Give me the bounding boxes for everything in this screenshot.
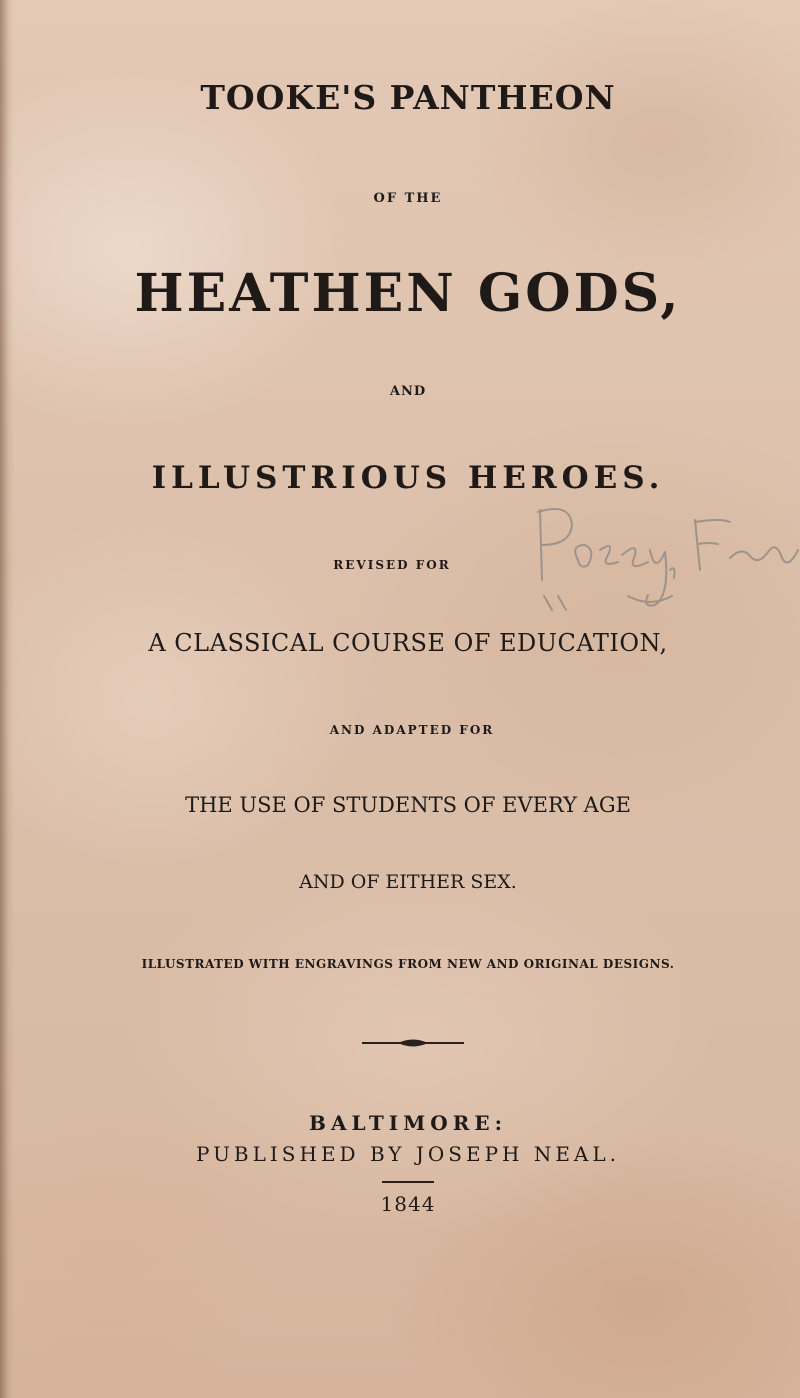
- either-sex-line: AND OF EITHER SEX.: [299, 871, 517, 893]
- use-of-students-line: THE USE OF STUDENTS OF EVERY AGE: [185, 793, 631, 817]
- pencil-signature: [530, 500, 800, 620]
- title-connector-and: AND: [389, 384, 427, 399]
- imprint-publisher: PUBLISHED BY JOSEPH NEAL.: [195, 1142, 621, 1166]
- printers-ornament: [362, 1036, 464, 1050]
- illustrated-line: ILLUSTRATED WITH ENGRAVINGS FROM NEW AND ORIGINAL DESIGNS.: [141, 957, 675, 971]
- classical-course-line: A CLASSICAL COURSE OF EDUCATION,: [148, 629, 668, 657]
- revised-for-line: REVISED FOR: [333, 558, 451, 572]
- title-heathen-gods: HEATHEN GODS,: [134, 263, 682, 324]
- title-illustrious-heroes: ILLUSTRIOUS HEROES.: [151, 460, 665, 496]
- imprint-place: BALTIMORE:: [309, 1111, 507, 1135]
- binding-edge: [0, 0, 14, 1398]
- book-title: TOOKE'S PANTHEON: [200, 78, 616, 117]
- imprint-rule: [382, 1181, 434, 1183]
- adapted-for-line: AND ADAPTED FOR: [329, 723, 495, 737]
- title-connector-of-the: OF THE: [373, 191, 443, 206]
- imprint-year: 1844: [380, 1192, 436, 1216]
